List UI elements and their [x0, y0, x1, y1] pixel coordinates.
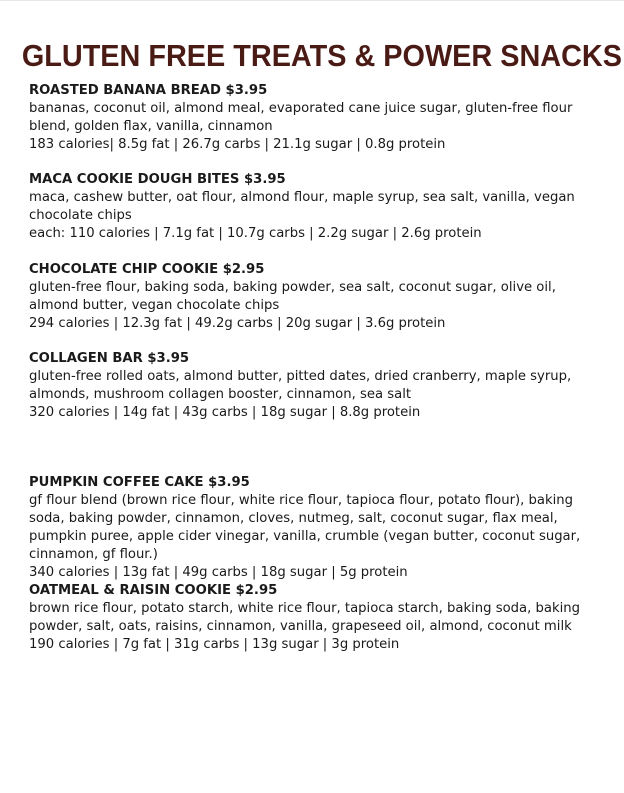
item-ingredients: gluten-free rolled oats, almond butter, pitted dates, dried cranberry, maple syrup, almonds, mushroom collagen booster, cinnamon, sea salt — [29, 369, 572, 402]
item-ingredients: gf flour blend (brown rice flour, white rice flour, tapioca flour, potato flour), baking soda, baking powder, cinnamon, cloves, nutmeg, salt, coconut sugar, flax meal, pumpkin puree, apple cider vinegar, vanilla, crumble (vegan butter, coconut sugar, cinnamon, gf flour.) — [29, 493, 581, 562]
menu-item-chocolate-chip-cookie — [29, 261, 609, 333]
item-ingredients: maca, cashew butter, oat flour, almond flour, maple syrup, sea salt, vanilla, vegan chocolate chips — [29, 190, 575, 223]
top-divider — [0, 0, 624, 1]
menu-item-banana-bread — [29, 82, 609, 154]
item-ingredients: gluten-free flour, baking soda, baking powder, sea salt, coconut sugar, olive oil, almond butter, vegan chocolate chips — [29, 280, 556, 313]
item-ingredients: brown rice flour, potato starch, white rice flour, tapioca starch, baking soda, baking powder, salt, oats, raisins, cinnamon, vanilla, grapeseed oil, almond, coconut milk — [29, 601, 580, 634]
page-title: GLUTEN FREE TREATS & POWER SNACKS — [21, 38, 622, 73]
item-name: CHOCOLATE CHIP COOKIE $2.95 — [29, 262, 265, 277]
menu-item-oatmeal-raisin-cookie — [29, 582, 609, 654]
menu-item-collagen-bar — [29, 350, 609, 422]
menu-item-maca-cookie-dough-bites — [29, 171, 609, 243]
item-nutrition: each: 110 calories | 7.1g fat | 10.7g carbs | 2.2g sugar | 2.6g protein — [29, 226, 482, 241]
item-nutrition: 190 calories | 7g fat | 31g carbs | 13g sugar | 3g protein — [29, 637, 400, 652]
menu-item-pumpkin-coffee-cake — [29, 474, 609, 582]
item-name: PUMPKIN COFFEE CAKE $3.95 — [29, 475, 250, 490]
item-nutrition: 183 calories| 8.5g fat | 26.7g carbs | 21.1g sugar | 0.8g protein — [29, 137, 446, 152]
item-name: ROASTED BANANA BREAD $3.95 — [29, 83, 268, 98]
item-nutrition: 340 calories | 13g fat | 49g carbs | 18g sugar | 5g protein — [29, 565, 408, 580]
item-nutrition: 294 calories | 12.3g fat | 49.2g carbs | 20g sugar | 3.6g protein — [29, 316, 446, 331]
item-name: OATMEAL & RAISIN COOKIE $2.95 — [29, 583, 278, 598]
item-nutrition: 320 calories | 14g fat | 43g carbs | 18g sugar | 8.8g protein — [29, 405, 421, 420]
item-name: COLLAGEN BAR $3.95 — [29, 351, 190, 366]
item-name: MACA COOKIE DOUGH BITES $3.95 — [29, 172, 286, 187]
item-ingredients: bananas, coconut oil, almond meal, evaporated cane juice sugar, gluten-free flour blend, golden flax, vanilla, cinnamon — [29, 101, 573, 134]
